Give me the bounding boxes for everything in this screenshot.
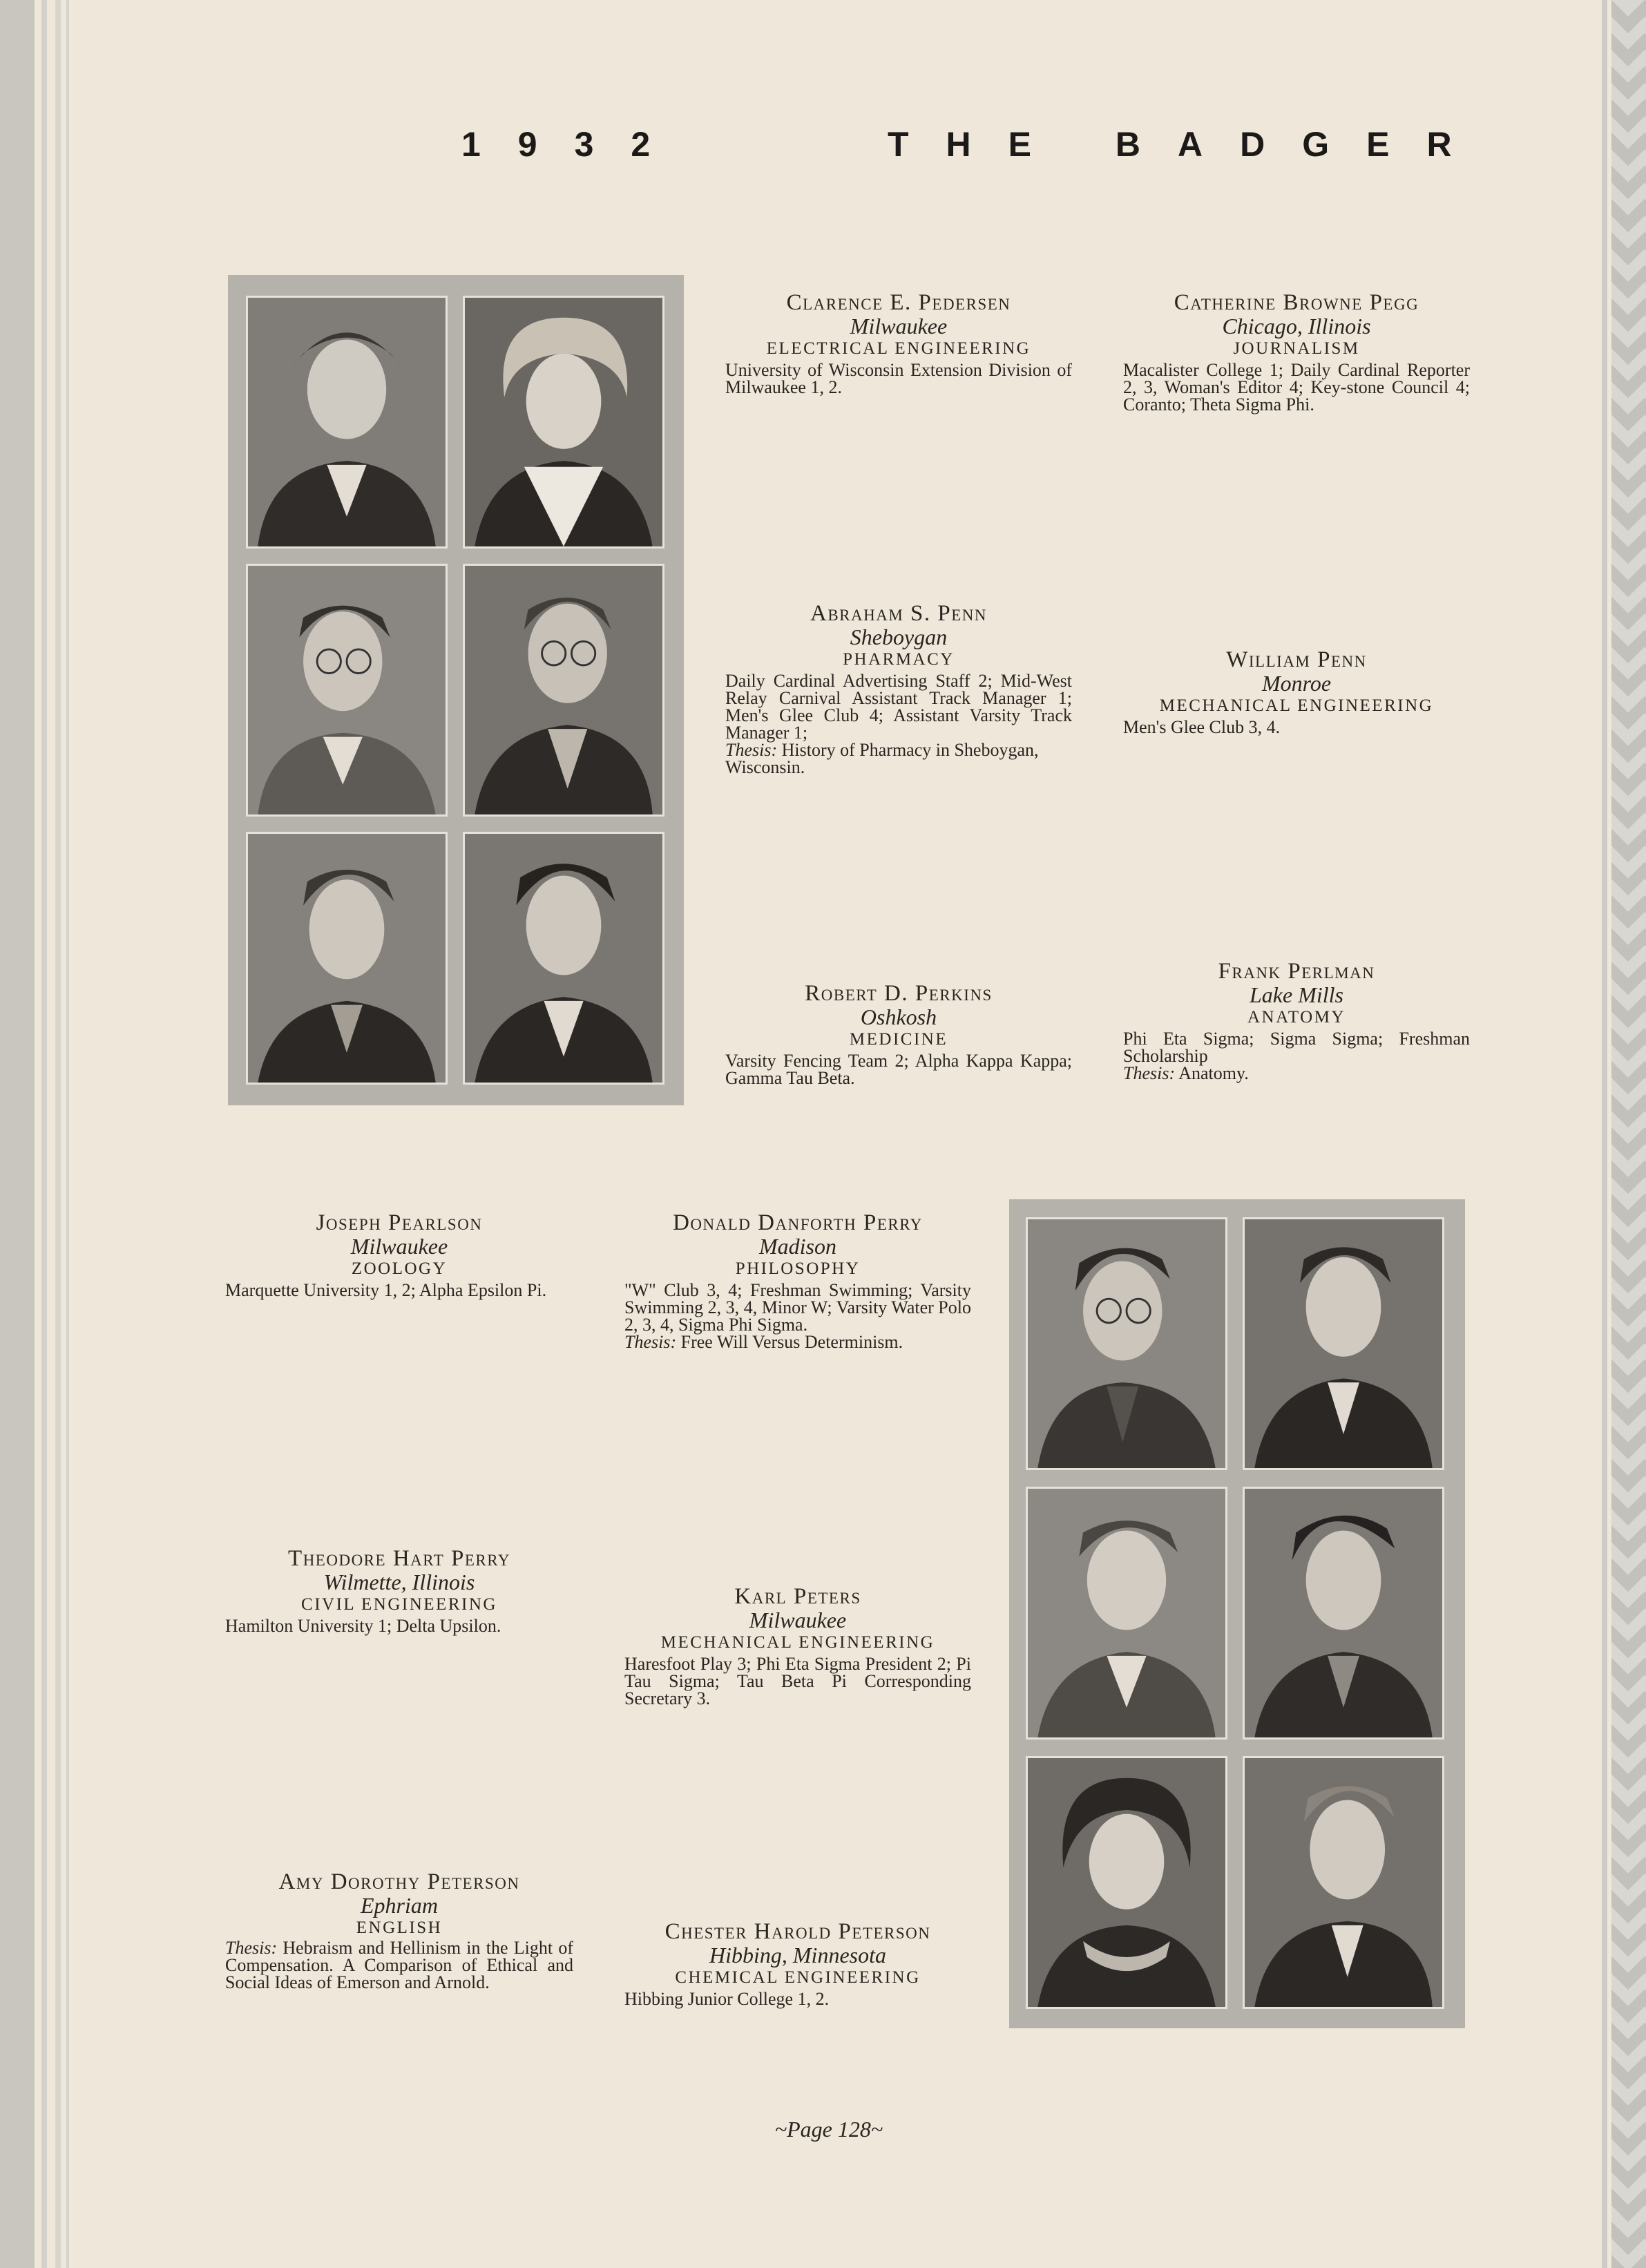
portrait-photo xyxy=(1026,1487,1227,1740)
student-activities: "W" Club 3, 4; Freshman Swimming; Varsity Swimming 2, 3, 4, Minor W; Varsity Water Polo 2, 3, 4, Sigma Phi Sigma. xyxy=(624,1280,971,1335)
student-activities: Haresfoot Play 3; Phi Eta Sigma President 2; Pi Tau Sigma; Tau Beta Pi Corresponding Secretary 3. xyxy=(624,1654,971,1708)
portrait-photo xyxy=(1243,1217,1444,1470)
student-major: ZOOLOGY xyxy=(351,1259,448,1278)
thesis-label: Thesis: xyxy=(624,1332,677,1352)
entry-perry-donald xyxy=(624,1210,971,1351)
student-name: Frank Perlman xyxy=(1218,959,1375,984)
portrait-photo xyxy=(463,832,664,1085)
student-name: Abraham S. Penn xyxy=(810,601,988,626)
student-major: ENGLISH xyxy=(356,1918,443,1937)
student-major: JOURNALISM xyxy=(1233,339,1360,358)
left-border-rule xyxy=(41,0,47,2268)
student-name: Chester Harold Peterson xyxy=(664,1919,931,1944)
student-name: Catherine Browne Pegg xyxy=(1174,290,1419,315)
portrait-photo xyxy=(246,564,448,817)
student-town: Milwaukee xyxy=(749,1608,847,1632)
right-page-edge xyxy=(1611,0,1646,2268)
thesis-text: History of Pharmacy in Sheboygan, Wisconsin. xyxy=(725,740,1039,777)
student-thesis xyxy=(624,1333,971,1351)
student-major: MECHANICAL ENGINEERING xyxy=(660,1633,935,1652)
student-town: Madison xyxy=(759,1234,836,1259)
student-name: Theodore Hart Perry xyxy=(288,1546,510,1571)
student-activities: Hamilton University 1; Delta Upsilon. xyxy=(225,1616,501,1636)
student-town: Milwaukee xyxy=(850,314,948,339)
left-border-rule xyxy=(66,0,69,2268)
thesis-label: Thesis: xyxy=(725,740,778,760)
student-town: Lake Mills xyxy=(1250,982,1343,1007)
photo-panel-bottom xyxy=(1009,1199,1465,2028)
portrait-photo xyxy=(463,296,664,549)
student-town: Oshkosh xyxy=(860,1004,937,1029)
student-major: MECHANICAL ENGINEERING xyxy=(1159,696,1434,715)
entry-pedersen xyxy=(725,290,1072,396)
student-major: ELECTRICAL ENGINEERING xyxy=(766,339,1031,358)
portrait-photo xyxy=(463,564,664,817)
student-name: Amy Dorothy Peterson xyxy=(278,1869,520,1894)
student-major: MEDICINE xyxy=(849,1030,948,1049)
student-activities: Men's Glee Club 3, 4. xyxy=(1123,717,1281,737)
entry-peters xyxy=(624,1584,971,1707)
entry-peterson-amy xyxy=(225,1869,573,1991)
entry-perlman xyxy=(1123,959,1470,1082)
student-activities: Daily Cardinal Advertising Staff 2; Mid-West Relay Carnival Assistant Track Manager 1; Men's Glee Club 4; Assistant Varsity Track Manager 1; xyxy=(725,671,1072,743)
student-major: ANATOMY xyxy=(1247,1008,1346,1027)
student-activities: Varsity Fencing Team 2; Alpha Kappa Kappa; Gamma Tau Beta. xyxy=(725,1051,1072,1088)
portrait-photo xyxy=(246,832,448,1085)
student-name: Donald Danforth Perry xyxy=(673,1210,923,1235)
student-major: CHEMICAL ENGINEERING xyxy=(675,1968,921,1987)
student-activities: Marquette University 1, 2; Alpha Epsilon Pi. xyxy=(225,1280,547,1300)
portrait-photo xyxy=(1026,1217,1227,1470)
student-activities: Phi Eta Sigma; Sigma Sigma; Freshman Scholarship xyxy=(1123,1029,1470,1066)
student-activities: Macalister College 1; Daily Cardinal Reporter 2, 3, Woman's Editor 4; Key-stone Council 4; Coranto; Theta Sigma Phi. xyxy=(1123,360,1470,414)
header-title: THE BADGER xyxy=(888,125,1489,164)
thesis-text: Free Will Versus Determinism. xyxy=(680,1332,903,1352)
entry-peterson-chester xyxy=(624,1919,971,2008)
student-town: Wilmette, Illinois xyxy=(323,1570,475,1594)
student-name: William Penn xyxy=(1226,647,1367,672)
student-name: Clarence E. Pedersen xyxy=(786,290,1011,315)
student-town: Ephriam xyxy=(361,1893,438,1918)
student-town: Monroe xyxy=(1261,671,1332,696)
student-town: Hibbing, Minnesota xyxy=(709,1943,886,1967)
student-name: Karl Peters xyxy=(734,1584,861,1609)
entry-pearlson xyxy=(225,1210,573,1299)
header-year: 1932 xyxy=(461,125,688,164)
portrait-photo xyxy=(1026,1756,1227,2009)
portrait-photo xyxy=(246,296,448,549)
student-town: Milwaukee xyxy=(350,1234,448,1259)
entry-penn-abraham xyxy=(725,601,1072,776)
entry-penn-william xyxy=(1123,647,1470,736)
thesis-text: Hebraism and Hellinism in the Light of Compensation. A Comparison of Ethical and Social Ideas of Emerson and Arnold. xyxy=(225,1938,573,1992)
entry-perry-theodore xyxy=(225,1546,573,1635)
entry-perkins xyxy=(725,981,1072,1087)
thesis-label: Thesis: xyxy=(1123,1063,1176,1083)
thesis-label: Thesis: xyxy=(225,1938,278,1958)
student-thesis xyxy=(225,1939,573,1991)
student-major: PHILOSOPHY xyxy=(735,1259,861,1278)
student-major: CIVIL ENGINEERING xyxy=(301,1595,497,1614)
student-name: Robert D. Perkins xyxy=(805,981,993,1006)
portrait-photo xyxy=(1243,1487,1444,1740)
left-border-rule xyxy=(55,0,61,2268)
right-border-rule xyxy=(1602,0,1607,2268)
portrait-photo xyxy=(1243,1756,1444,2009)
student-name: Joseph Pearlson xyxy=(316,1210,483,1235)
student-thesis xyxy=(725,741,1072,776)
entry-pegg xyxy=(1123,290,1470,413)
student-activities: University of Wisconsin Extension Division of Milwaukee 1, 2. xyxy=(725,360,1072,397)
student-major: PHARMACY xyxy=(843,650,955,669)
student-thesis xyxy=(1123,1065,1470,1082)
thesis-text: Anatomy. xyxy=(1178,1063,1249,1083)
student-town: Chicago, Illinois xyxy=(1222,314,1371,339)
student-activities: Hibbing Junior College 1, 2. xyxy=(624,1989,830,2009)
page-number: ~Page 128~ xyxy=(774,2117,883,2142)
student-town: Sheboygan xyxy=(850,625,948,649)
left-page-edge xyxy=(0,0,35,2268)
photo-panel-top xyxy=(228,275,684,1105)
